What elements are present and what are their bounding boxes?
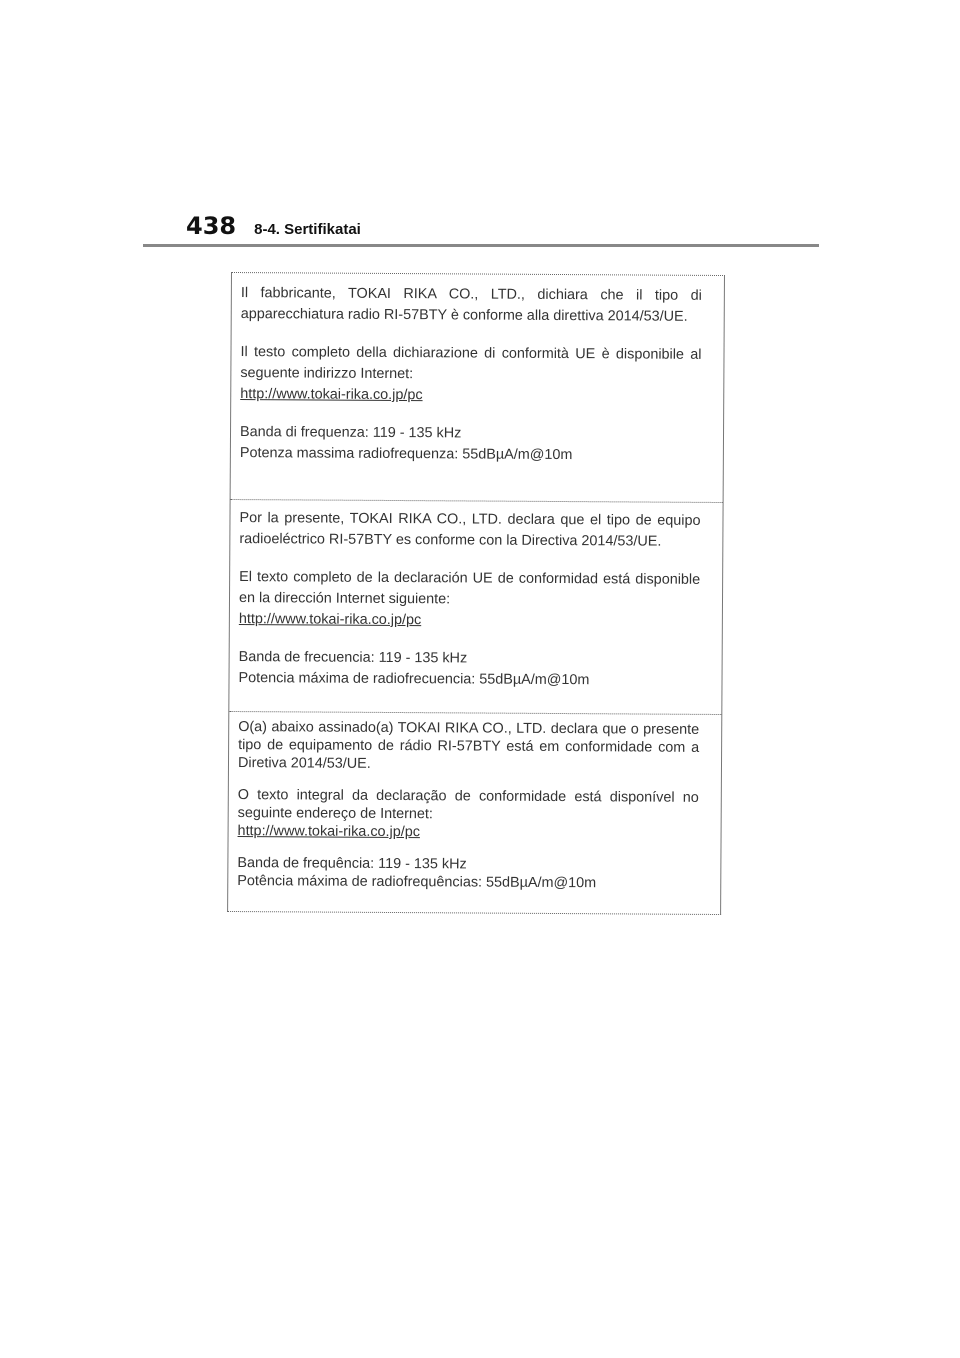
availability-text: El texto completo de la declaración UE de conformidad está disponible en la dirección Internet siguiente: — [238, 569, 701, 608]
certificate-section-italian — [231, 273, 724, 502]
availability-text: O texto integral da declaração de conformidade está disponível no seguinte endereço de Internet: — [237, 787, 699, 823]
conformity-url-link[interactable]: http://www.tokai-rika.co.jp/pc — [237, 823, 420, 841]
frequency-band-text: Banda de frequência: 119 - 135 kHz — [237, 855, 467, 873]
section-title: 8-4. Sertifikatai — [254, 221, 361, 238]
conformity-url-link[interactable]: http://www.tokai-rika.co.jp/pc — [238, 611, 422, 629]
page-number: 438 — [186, 212, 237, 240]
certificate-section-spanish — [229, 499, 722, 714]
conformity-url-link[interactable]: http://www.tokai-rika.co.jp/pc — [240, 386, 423, 404]
declaration-text: Il fabbricante, TOKAI RIKA CO., LTD., dichiara che il tipo di apparecchiatura radio RI-57BTY è conforme alla direttiva 2014/53/UE. — [240, 285, 702, 325]
declaration-text: O(a) abaixo assinado(a) TOKAI RIKA CO., LTD. declara que o presente tipo de equipamento de rádio RI-57BTY está em conformidade com a Diretiva 2014/53/UE. — [237, 719, 700, 772]
frequency-band-text: Banda de frecuencia: 119 - 135 kHz — [238, 649, 468, 667]
frequency-band-text: Banda di frequenza: 119 - 135 kHz — [239, 424, 462, 442]
max-power-text: Potência máxima de radiofrequências: 55dBµA/m@10m — [237, 873, 597, 892]
header-rule — [143, 244, 819, 247]
max-power-text: Potenza massima radiofrequenza: 55dBµA/m@10m — [239, 445, 573, 464]
certificate-section-portuguese — [228, 711, 721, 916]
declaration-text: Por la presente, TOKAI RIKA CO., LTD. declara que el tipo de equipo radioeléctrico RI-57BTY es conforme con la Directiva 2014/53/UE. — [239, 510, 701, 550]
max-power-text: Potencia máxima de radiofrecuencia: 55dBµA/m@10m — [238, 670, 590, 689]
certificate-box — [227, 272, 725, 915]
page-header — [186, 212, 361, 240]
availability-text: Il testo completo della dichiarazione di conformità UE è disponibile al seguente indirizzo Internet: — [240, 344, 702, 383]
